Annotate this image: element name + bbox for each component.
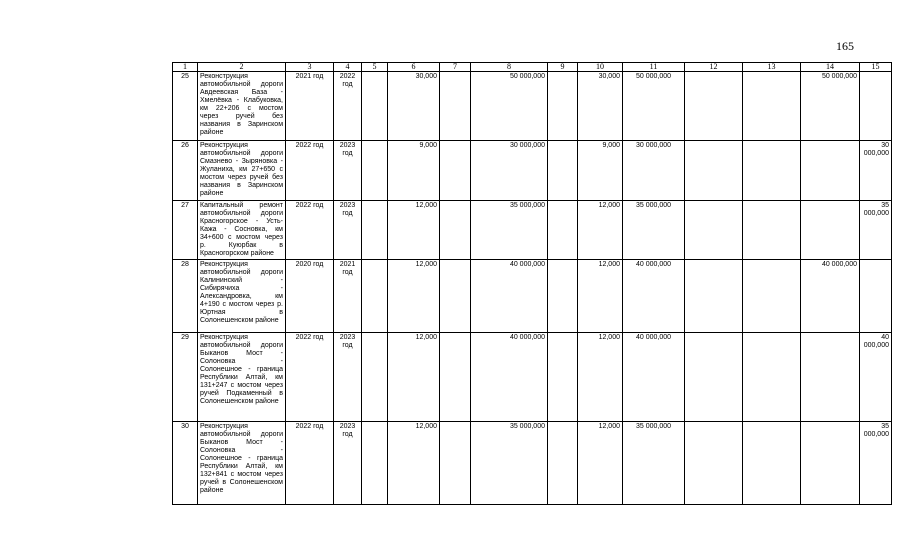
table-cell-c7: [440, 72, 471, 141]
table-cell-c5: [362, 333, 388, 422]
table-cell-n: 29: [173, 333, 198, 422]
table-cell-c9: [548, 260, 578, 333]
table-cell-c13: [743, 333, 801, 422]
table-cell-c7: [440, 141, 471, 201]
table-cell-c10: 9,000: [578, 141, 623, 201]
table-cell-c5: [362, 141, 388, 201]
table-cell-c3: 2020 год: [286, 260, 334, 333]
table-cell-c4: 2023 год: [334, 333, 362, 422]
table-cell-c14: 50 000,000: [801, 72, 860, 141]
table-cell-name: Капитальный ремонт автомобильной дороги Красногорское - Усть-Кажа - Сосновка, км 34+600 с мостом через р. Куюрбак в Красногорском районе: [198, 201, 286, 260]
table-cell-c15: 30 000,000: [860, 141, 892, 201]
table-cell-c12: [685, 260, 743, 333]
table-cell-name: Реконструкция автомобильной дороги Авдеевская База - Хмелёвка - Клабуковка, км 22+206 с мостом через ручей без названия в Заринском районе: [198, 72, 286, 141]
table-cell-c3: 2022 год: [286, 422, 334, 505]
table-cell-c5: [362, 201, 388, 260]
table-row: [173, 72, 892, 141]
table-cell-c4: 2023 год: [334, 201, 362, 260]
table-cell-c14: [801, 422, 860, 505]
page-number: 165: [836, 39, 854, 53]
table-cell-c8: 40 000,000: [471, 333, 548, 422]
table-cell-c6: 12,000: [388, 333, 440, 422]
table-cell-name: Реконструкция автомобильной дороги Быканов Мост - Солоновка - Солонешное - граница Республики Алтай, км 131+247 с мостом через ручей Подкаменный в Солонешенском районе: [198, 333, 286, 422]
table-cell-c8: 35 000,000: [471, 422, 548, 505]
table-row: [173, 201, 892, 260]
table-cell-c3: 2021 год: [286, 72, 334, 141]
column-header: 2: [198, 63, 286, 72]
table-cell-c13: [743, 422, 801, 505]
column-header: 11: [623, 63, 685, 72]
table-cell-c14: [801, 141, 860, 201]
table-cell-c14: [801, 333, 860, 422]
table-cell-c12: [685, 201, 743, 260]
table-cell-c11: 50 000,000: [623, 72, 685, 141]
column-header: 3: [286, 63, 334, 72]
table-cell-c11: 30 000,000: [623, 141, 685, 201]
table-cell-c3: 2022 год: [286, 201, 334, 260]
table-cell-c9: [548, 201, 578, 260]
table-cell-c10: 12,000: [578, 260, 623, 333]
table-cell-c15: [860, 72, 892, 141]
table-cell-c6: 9,000: [388, 141, 440, 201]
table-cell-name: Реконструкция автомобильной дороги Калининский - Сибирячиха - Александровка, км 4+190 с мостом через р. Юртная в Солонешенском районе: [198, 260, 286, 333]
table-cell-n: 27: [173, 201, 198, 260]
table-cell-c11: 35 000,000: [623, 422, 685, 505]
table-cell-c9: [548, 422, 578, 505]
data-table: [172, 62, 892, 505]
table-cell-c13: [743, 201, 801, 260]
table-cell-c10: 30,000: [578, 72, 623, 141]
column-header: 1: [173, 63, 198, 72]
table-row: [173, 260, 892, 333]
table-cell-c7: [440, 422, 471, 505]
table-cell-c12: [685, 333, 743, 422]
table-cell-c10: 12,000: [578, 422, 623, 505]
table-cell-c15: [860, 260, 892, 333]
table-cell-c6: 30,000: [388, 72, 440, 141]
table-cell-c15: 40 000,000: [860, 333, 892, 422]
table-cell-c12: [685, 72, 743, 141]
table-cell-c4: 2023 год: [334, 422, 362, 505]
table-cell-n: 30: [173, 422, 198, 505]
table-cell-c9: [548, 72, 578, 141]
table-cell-c9: [548, 141, 578, 201]
table-cell-c5: [362, 260, 388, 333]
table-cell-c10: 12,000: [578, 201, 623, 260]
column-header: 5: [362, 63, 388, 72]
table-cell-c7: [440, 333, 471, 422]
table-cell-c5: [362, 422, 388, 505]
column-header: 8: [471, 63, 548, 72]
table-cell-c4: 2021 год: [334, 260, 362, 333]
table-cell-n: 25: [173, 72, 198, 141]
table-cell-c15: 35 000,000: [860, 201, 892, 260]
table-cell-c4: 2023 год: [334, 141, 362, 201]
column-header: 4: [334, 63, 362, 72]
table-cell-n: 26: [173, 141, 198, 201]
table-cell-c15: 35 000,000: [860, 422, 892, 505]
table-cell-c13: [743, 141, 801, 201]
table-cell-c3: 2022 год: [286, 333, 334, 422]
table-cell-c7: [440, 260, 471, 333]
table-cell-c11: 40 000,000: [623, 260, 685, 333]
table-cell-c13: [743, 72, 801, 141]
table-cell-c4: 2022 год: [334, 72, 362, 141]
table-row: [173, 333, 892, 422]
table-cell-c8: 40 000,000: [471, 260, 548, 333]
table-cell-c8: 30 000,000: [471, 141, 548, 201]
table-cell-c9: [548, 333, 578, 422]
table-cell-name: Реконструкция автомобильной дороги Смазнево - Зыряновка - Жуланиха, км 27+650 с мостом через ручей без названия в Заринском районе: [198, 141, 286, 201]
table-cell-c11: 40 000,000: [623, 333, 685, 422]
table-cell-c7: [440, 201, 471, 260]
table-row: [173, 141, 892, 201]
table-cell-c13: [743, 260, 801, 333]
column-header: 9: [548, 63, 578, 72]
table-cell-c10: 12,000: [578, 333, 623, 422]
column-header: 15: [860, 63, 892, 72]
table-row: [173, 422, 892, 505]
table-cell-c8: 50 000,000: [471, 72, 548, 141]
table-cell-n: 28: [173, 260, 198, 333]
table-cell-c14: 40 000,000: [801, 260, 860, 333]
table-header-row: [173, 63, 892, 72]
table-cell-c12: [685, 422, 743, 505]
column-header: 13: [743, 63, 801, 72]
table-cell-c3: 2022 год: [286, 141, 334, 201]
table-cell-c12: [685, 141, 743, 201]
column-header: 10: [578, 63, 623, 72]
table-cell-c8: 35 000,000: [471, 201, 548, 260]
table-cell-name: Реконструкция автомобильной дороги Быканов Мост - Солоновка - Солонешное - граница Республики Алтай, км 132+841 с мостом через ручей в Солонешенском районе: [198, 422, 286, 505]
column-header: 7: [440, 63, 471, 72]
table-cell-c6: 12,000: [388, 201, 440, 260]
table-cell-c6: 12,000: [388, 422, 440, 505]
table-cell-c11: 35 000,000: [623, 201, 685, 260]
table-cell-c6: 12,000: [388, 260, 440, 333]
column-header: 12: [685, 63, 743, 72]
column-header: 14: [801, 63, 860, 72]
table-cell-c14: [801, 201, 860, 260]
column-header: 6: [388, 63, 440, 72]
table-cell-c5: [362, 72, 388, 141]
